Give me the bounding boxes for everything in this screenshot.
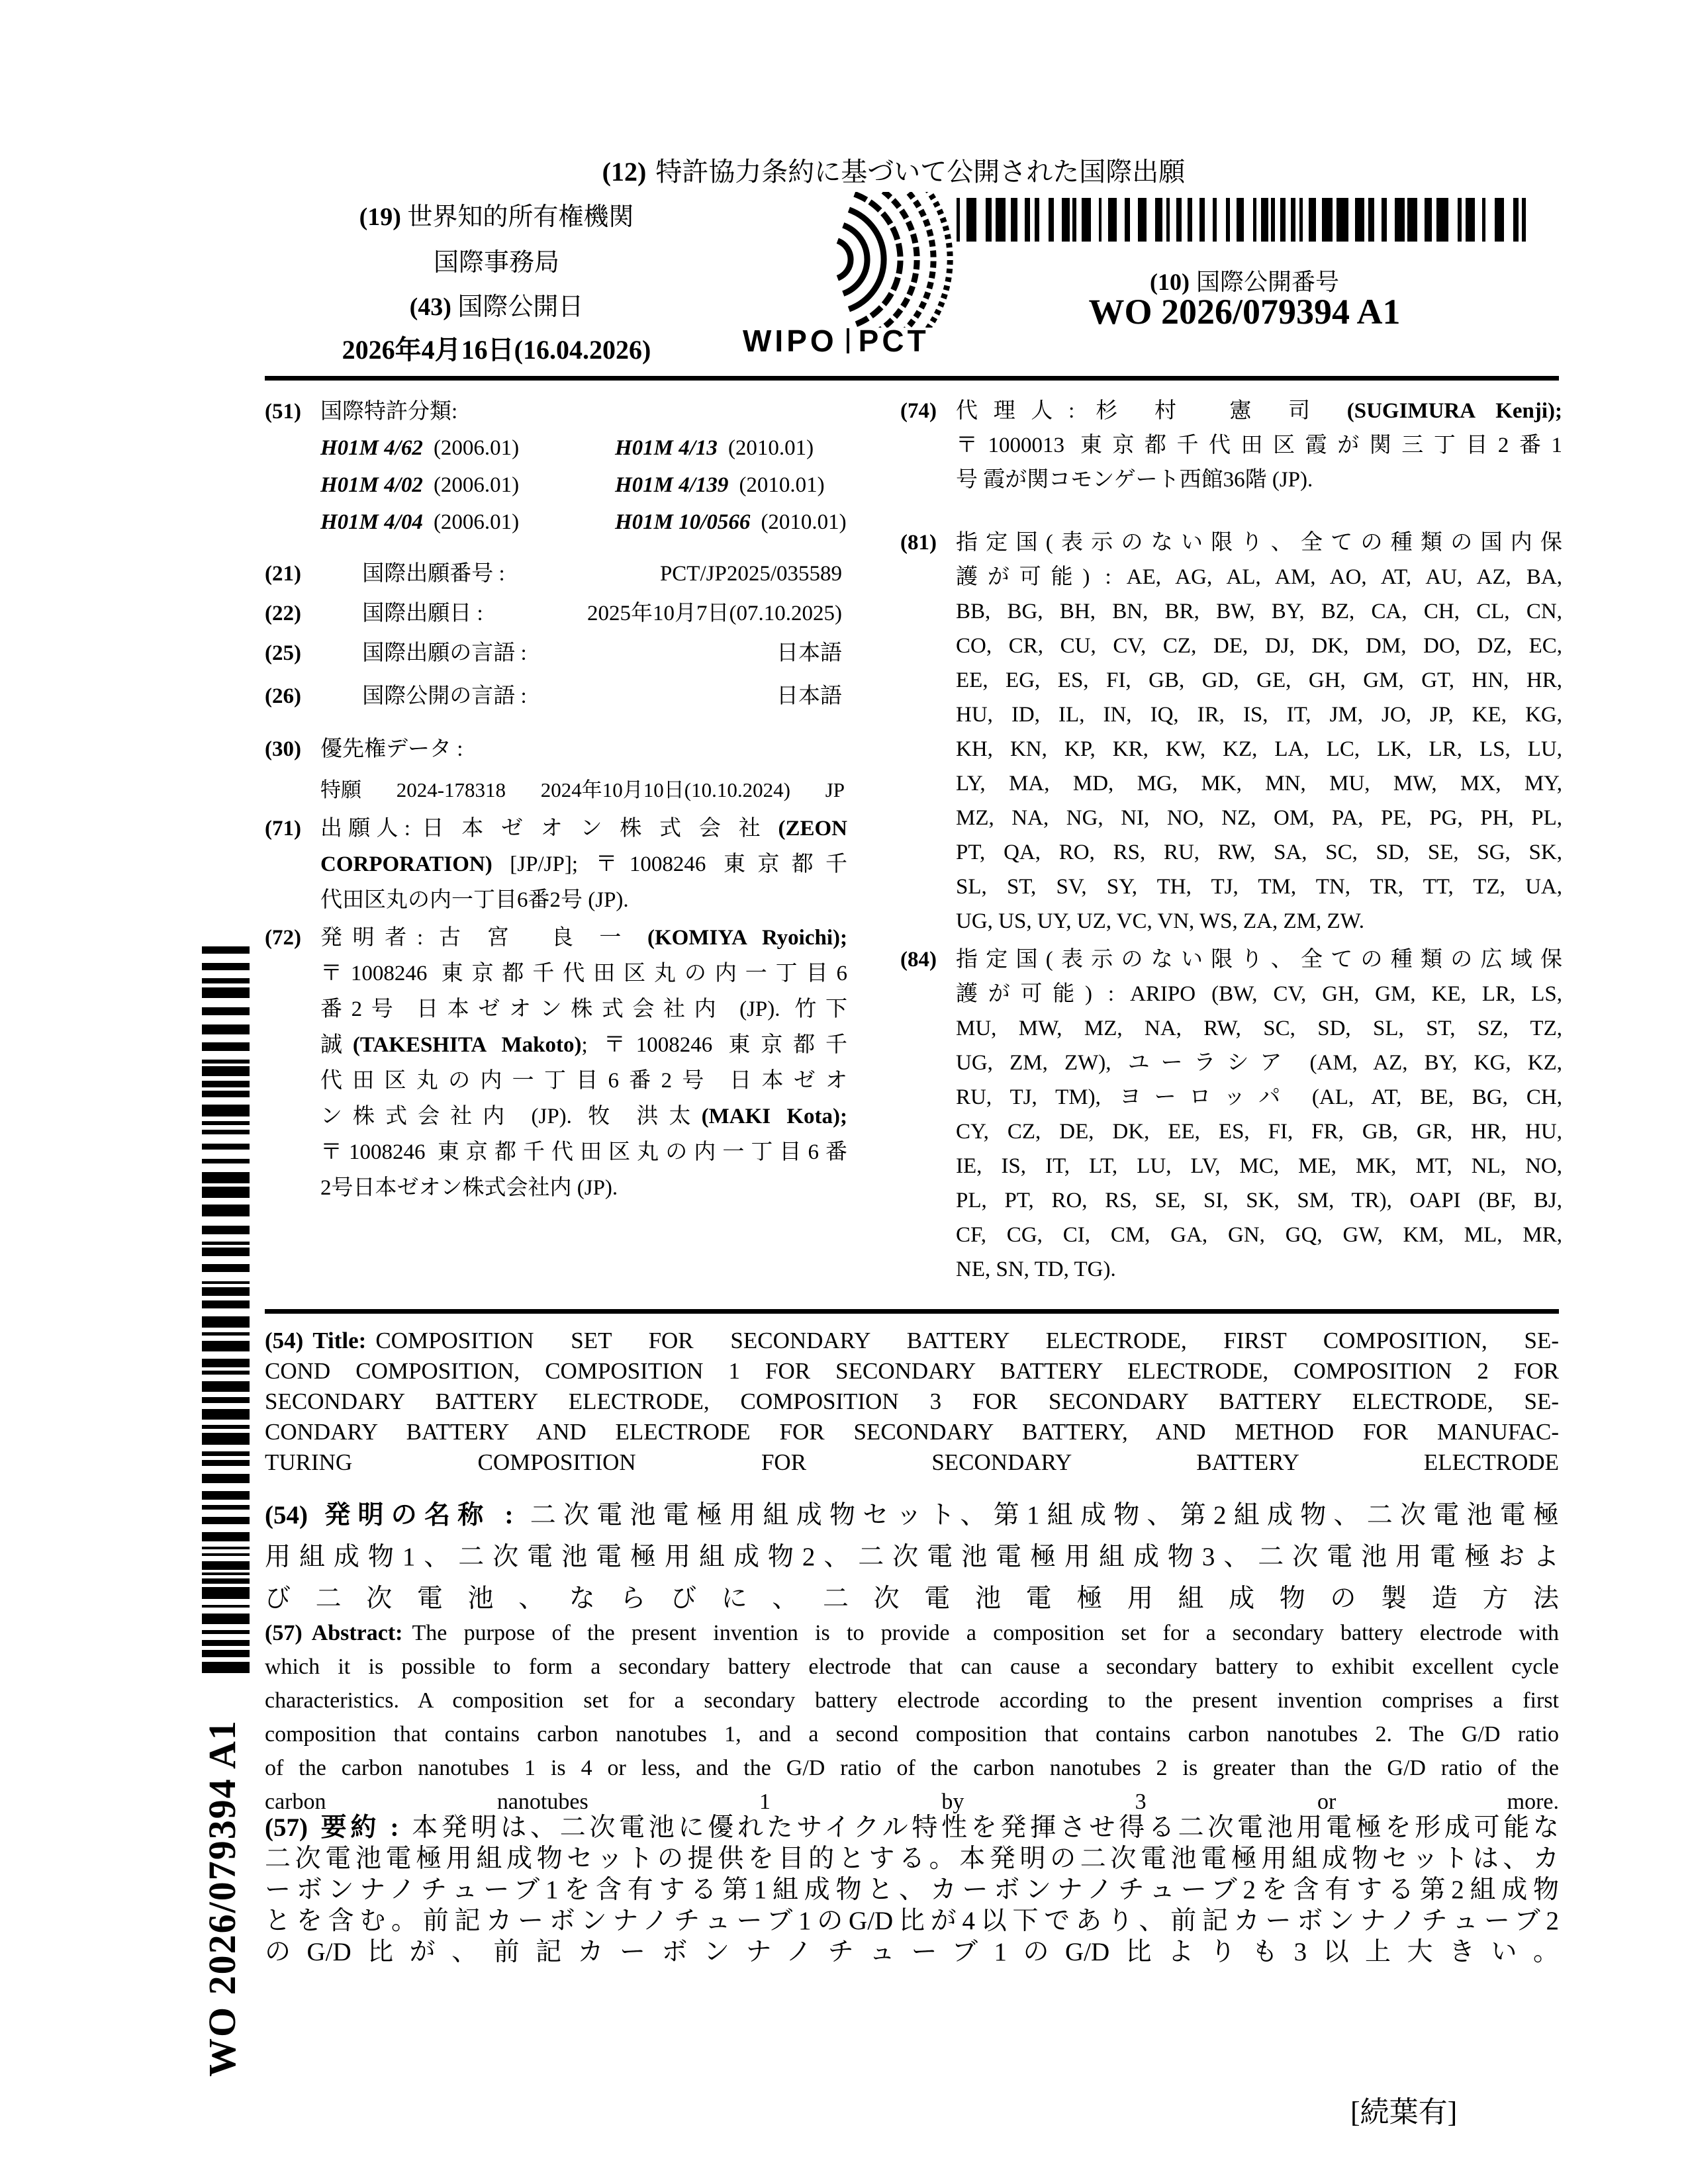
- pub-no-vertical-text: WO 2026/079394 A1: [201, 1719, 244, 2077]
- text-segment: (KOMIYA Ryoichi);: [647, 926, 847, 950]
- text-segment: 番2号 日本ゼオン株式会社内 (JP). 竹下: [320, 997, 847, 1021]
- inid-22: (22): [265, 602, 301, 625]
- text-segment: 出願人: 日 本 ゼ オ ン 株 式 会 社: [320, 817, 778, 841]
- pub-no-label-text: 国際公開番号: [1196, 269, 1339, 295]
- inid-74: (74): [900, 399, 937, 423]
- text-line: び二次電池、ならびに、二次電池電極用組成物の製造方法: [265, 1584, 1559, 1613]
- publication-number-vertical: [194, 1693, 251, 2077]
- filing-date-row: [265, 599, 842, 628]
- logo-divider: [847, 328, 849, 353]
- publication-language-row: [265, 682, 842, 711]
- title-prefix: Title:: [312, 1328, 367, 1353]
- text-line: COND COMPOSITION, COMPOSITION 1 FOR SECONDARY BATTERY ELECTRODE, COMPOSITION 2 FOR: [265, 1358, 1559, 1384]
- title-english-lines: [265, 1356, 1559, 1478]
- text-segment: (MAKI Kota);: [701, 1105, 847, 1128]
- ipc-date: (2010.01): [727, 436, 814, 460]
- barcode: [957, 198, 1526, 242]
- abstract-english-line: The purpose of the present invention is to provide a composition set for a secondary battery electrode with: [412, 1621, 1559, 1645]
- text-line: RU, TJ, TM), ヨーロッパ (AL, AT, BE, BG, CH,: [956, 1085, 1562, 1109]
- inid-10: (10): [1150, 269, 1190, 295]
- inid-19: (19): [359, 203, 401, 231]
- text-line: [320, 846, 847, 882]
- text-segment: 2号日本ゼオン株式会社内 (JP).: [320, 1176, 618, 1200]
- priority-doc-type: 特願: [320, 778, 361, 801]
- text-segment: [JP/JP]; 〒1008246 東京都千: [492, 852, 847, 876]
- text-line: characteristics. A composition set for a secondary battery electrode according to the present invention comprises a first: [265, 1688, 1559, 1713]
- field-label: 国際出願日 :: [362, 602, 483, 625]
- abstract-prefix: 要約 :: [316, 1813, 399, 1842]
- designated-states-regional-section: [900, 942, 1562, 1287]
- text-line: 護が可能) : AE, AG, AL, AM, AO, AT, AU, AZ, BA,: [956, 565, 1562, 589]
- abstract-japanese-lines: [265, 1843, 1559, 1968]
- publication-date: 2026年4月16日(16.04.2026): [342, 335, 651, 365]
- inid-25: (25): [265, 641, 301, 665]
- inid-43: (43): [409, 293, 451, 321]
- title-japanese-lines: [265, 1536, 1559, 1619]
- priority-country: JP: [825, 778, 845, 801]
- pct-publication-line: [265, 151, 1523, 189]
- text-line: PT, QA, RO, RS, RU, RW, SA, SC, SD, SE, SG, SK,: [956, 841, 1562, 864]
- text-line: 指定国(表示のない限り、全ての種類の国内保: [956, 531, 1562, 555]
- text-line: [956, 394, 1562, 428]
- text-line: 護が可能) : ARIPO (BW, CV, GH, GM, KE, LR, LS,: [956, 982, 1562, 1006]
- ipc-row: [320, 430, 847, 467]
- ipc-code: H01M 4/139: [615, 473, 729, 497]
- text-line: 指定国(表示のない限り、全ての種類の広域保: [956, 948, 1562, 972]
- pct-line-text: 特許協力条約に基づいて公開された国際出願: [655, 157, 1186, 187]
- text-segment: 発明者: 古 宮 良 一: [320, 926, 647, 950]
- inid-57: (57): [265, 1621, 303, 1645]
- text-line: which it is possible to form a secondary battery electrode that can cause a secondary battery to exhibit excellent cycle: [265, 1655, 1559, 1679]
- ipc-row: [320, 504, 847, 541]
- inid-54: (54): [265, 1501, 308, 1529]
- inid-30: (30): [265, 737, 301, 761]
- text-line: [320, 1099, 847, 1134]
- title-japanese-line: 二次電池電極用組成物セット、第1組成物、第2組成物、二次電池電極: [522, 1501, 1559, 1529]
- publication-date-label: 国際公開日: [457, 293, 584, 321]
- text-line: [320, 991, 847, 1027]
- text-line: of the carbon nanotubes 1 is 4 or less, and the G/D ratio of the carbon nanotubes 2 is greater than the G/D ratio of the: [265, 1756, 1559, 1780]
- filing-date: 2025年10月7日(07.10.2025): [587, 602, 842, 625]
- text-line: EE, EG, ES, FI, GB, GD, GE, GH, GM, GT, HN, HR,: [956, 668, 1562, 692]
- org-name: 世界知的所有権機関: [407, 203, 634, 231]
- text-line: TURING COMPOSITION FOR SECONDARY BATTERY ELECTRODE: [265, 1449, 1559, 1475]
- field-label: 国際公開の言語 :: [362, 684, 527, 708]
- ipc-section: [265, 394, 847, 541]
- ipc-code: H01M 4/62: [320, 436, 423, 460]
- ipc-code: H01M 4/04: [320, 510, 423, 534]
- ipc-date: (2006.01): [433, 510, 520, 534]
- designated-states-lines: [956, 942, 1562, 1287]
- inid-21: (21): [265, 562, 301, 586]
- text-line: NE, SN, TD, TG).: [956, 1257, 1116, 1281]
- text-line: [320, 1027, 847, 1063]
- text-line: [320, 1063, 847, 1099]
- text-line: IE, IS, IT, LT, LU, LV, MC, ME, MK, MT, NL, NO,: [956, 1154, 1562, 1178]
- text-segment: ン株式会社内 (JP). 牧 洪太: [320, 1105, 702, 1128]
- title-english-section: [265, 1326, 1559, 1478]
- text-line: [320, 882, 847, 918]
- application-number: PCT/JP2025/035589: [659, 562, 842, 586]
- text-line: ーボンナノチューブ1を含有する第1組成物と、カーボンナノチューブ2を含有する第2組成物: [265, 1876, 1559, 1904]
- text-line: KH, KN, KP, KR, KW, KZ, LA, LC, LK, LR, LS, LU,: [956, 737, 1562, 761]
- title-english-line: COMPOSITION SET FOR SECONDARY BATTERY ELECTRODE, FIRST COMPOSITION, SE-: [375, 1328, 1559, 1353]
- field-label: 国際出願の言語 :: [362, 641, 527, 665]
- inid-26: (26): [265, 684, 301, 708]
- designated-states-lines: [956, 525, 1562, 938]
- text-segment: (SUGIMURA Kenji);: [1346, 399, 1563, 423]
- text-line: [320, 811, 847, 846]
- application-number-row: [265, 559, 842, 588]
- text-line: HU, ID, IL, IN, IQ, IR, IS, IT, JM, JO, JP, KE, KG,: [956, 703, 1562, 727]
- inid-54: (54): [265, 1328, 304, 1353]
- ipc-date: (2010.01): [761, 510, 847, 534]
- text-segment: 〒1008246 東京都千代田区丸の内一丁目6番: [320, 1140, 847, 1164]
- barcode: [202, 946, 250, 1678]
- abstract-japanese-section: [265, 1812, 1559, 1968]
- text-line: [956, 463, 1562, 497]
- title-japanese-section: [265, 1494, 1559, 1619]
- text-line: SECONDARY BATTERY ELECTRODE, COMPOSITION 3 FOR SECONDARY BATTERY ELECTRODE, SE-: [265, 1388, 1559, 1414]
- text-line: MZ, NA, NG, NI, NO, NZ, OM, PA, PE, PG, PH, PL,: [956, 806, 1562, 830]
- inventors-section: [265, 920, 847, 1206]
- filing-language-row: [265, 639, 842, 668]
- agent-lines: [956, 394, 1562, 497]
- abstract-japanese-line: 本発明は、二次電池に優れたサイクル特性を発揮させ得る二次電池用電極を形成可能な: [408, 1813, 1559, 1842]
- text-line: [956, 428, 1562, 463]
- text-line: composition that contains carbon nanotubes 1, and a second composition that contains carbon nanotubes 2. The G/D ratio: [265, 1722, 1559, 1747]
- text-line: CONDARY BATTERY AND ELECTRODE FOR SECONDARY BATTERY, AND METHOD FOR MANUFAC-: [265, 1419, 1559, 1445]
- text-line: とを含む。前記カーボンナノチューブ1のG/D比が4以下であり、前記カーボンナノチューブ2: [265, 1907, 1559, 1935]
- text-line: PL, PT, RO, RS, SE, SI, SK, SM, TR), OAPI (BF, BJ,: [956, 1189, 1562, 1212]
- abstract-english-section: [265, 1616, 1559, 1819]
- text-segment: 代田区丸の内一丁目6番2号 (JP).: [320, 888, 629, 912]
- priority-doc-number: 2024-178318: [396, 778, 506, 801]
- inid-71: (71): [265, 817, 301, 841]
- designated-states-national-section: [900, 525, 1562, 938]
- ipc-label: 国際特許分類:: [320, 400, 458, 424]
- ipc-code: H01M 4/02: [320, 473, 423, 497]
- text-line: のG/D比が、前記カーボンナノチューブ1のG/D比よりも3以上大きい。: [265, 1938, 1559, 1966]
- text-line: UG, US, UY, UZ, VC, VN, WS, ZA, ZM, ZW.: [956, 909, 1364, 933]
- org-bureau: 国際事務局: [433, 249, 559, 277]
- inid-57: (57): [265, 1813, 308, 1842]
- publication-date-block: [278, 286, 715, 367]
- abstract-prefix: Abstract:: [311, 1621, 403, 1645]
- inid-81: (81): [900, 531, 937, 555]
- pct-logo-text: PCT: [858, 324, 929, 358]
- text-segment: 〒1000013 東京都千代田区霞が関三丁目2番1: [956, 433, 1563, 457]
- text-line: CO, CR, CU, CV, CZ, DE, DJ, DK, DM, DO, DZ, EC,: [956, 634, 1562, 658]
- priority-date: 2024年10月10日(10.10.2024): [540, 778, 790, 801]
- publication-number: WO 2026/079394 A1: [1088, 292, 1401, 332]
- text-segment: 号 霞が関コモンゲート西館36階 (JP).: [956, 468, 1313, 492]
- text-line: 二次電池電極用組成物セットの提供を目的とする。本発明の二次電池電極用組成物セットは、カ: [265, 1844, 1559, 1873]
- publication-language: 日本語: [776, 684, 842, 708]
- text-line: LY, MA, MD, MG, MK, MN, MU, MW, MX, MY,: [956, 772, 1562, 796]
- applicant-section: [265, 811, 847, 918]
- text-line: [320, 1170, 847, 1206]
- text-segment: ; 〒1008246 東京都千: [581, 1033, 848, 1057]
- wipo-logo-text: WIPO: [743, 324, 837, 358]
- text-line: [320, 920, 847, 956]
- ipc-date: (2006.01): [433, 473, 520, 497]
- text-segment: 〒1008246 東京都千代田区丸の内一丁目6: [320, 962, 847, 985]
- inventor-lines: [320, 920, 847, 1206]
- field-label: 国際出願番号 :: [362, 562, 505, 586]
- inid-84: (84): [900, 948, 937, 972]
- text-line: BB, BG, BH, BN, BR, BW, BY, BZ, CA, CH, CL, CN,: [956, 600, 1562, 623]
- priority-label: 優先権データ :: [320, 737, 463, 761]
- text-line: [320, 1134, 847, 1170]
- text-line: 用組成物1、二次電池電極用組成物2、二次電池電極用組成物3、二次電池用電極およ: [265, 1543, 1559, 1571]
- text-segment: (TAKESHITA Makoto): [352, 1033, 582, 1057]
- inid-72: (72): [265, 926, 301, 950]
- text-line: [320, 956, 847, 991]
- wipo-pct-wordmark: [743, 323, 1021, 359]
- text-segment: 代理人: 杉 村 憲 司: [956, 399, 1347, 423]
- agent-section: [900, 394, 1562, 497]
- ipc-date: (2006.01): [433, 436, 520, 460]
- applicant-lines: [320, 811, 847, 918]
- text-line: CF, CG, CI, CM, GA, GN, GQ, GW, KM, ML, MR,: [956, 1223, 1562, 1247]
- abstract-english-lines: [265, 1650, 1559, 1819]
- text-line: UG, ZM, ZW), ユーラシア (AM, AZ, BY, KG, KZ,: [956, 1051, 1562, 1075]
- ipc-code: H01M 10/0566: [615, 510, 751, 534]
- ipc-row: [320, 467, 847, 504]
- priority-entry: [320, 772, 845, 808]
- horizontal-rule: [265, 1309, 1559, 1314]
- text-segment: 誠: [320, 1033, 353, 1057]
- ipc-date: (2010.01): [739, 473, 825, 497]
- text-segment: CORPORATION): [320, 852, 492, 876]
- text-line: carbon nanotubes 1 by 3 or more.: [265, 1790, 1559, 1814]
- inid-51: (51): [265, 400, 301, 424]
- text-line: MU, MW, MZ, NA, RW, SC, SD, SL, ST, SZ, TZ,: [956, 1017, 1562, 1040]
- title-prefix: 発明の名称 :: [316, 1501, 514, 1529]
- inid-12: (12): [602, 157, 647, 187]
- text-segment: 代田区丸の内一丁目6番2号 日本ゼオ: [320, 1069, 848, 1093]
- text-segment: (ZEON: [778, 817, 847, 841]
- continuation-notice: [続葉有]: [1350, 2096, 1458, 2128]
- text-line: CY, CZ, DE, DK, EE, ES, FI, FR, GB, GR, HR, HU,: [956, 1120, 1562, 1144]
- ipc-code: H01M 4/13: [615, 436, 718, 460]
- horizontal-rule: [265, 376, 1559, 381]
- priority-data-section: [265, 731, 847, 808]
- filing-language: 日本語: [776, 641, 842, 665]
- issuing-organization: [278, 196, 715, 278]
- text-line: SL, ST, SV, SY, TH, TJ, TM, TN, TR, TT, TZ, UA,: [956, 875, 1562, 899]
